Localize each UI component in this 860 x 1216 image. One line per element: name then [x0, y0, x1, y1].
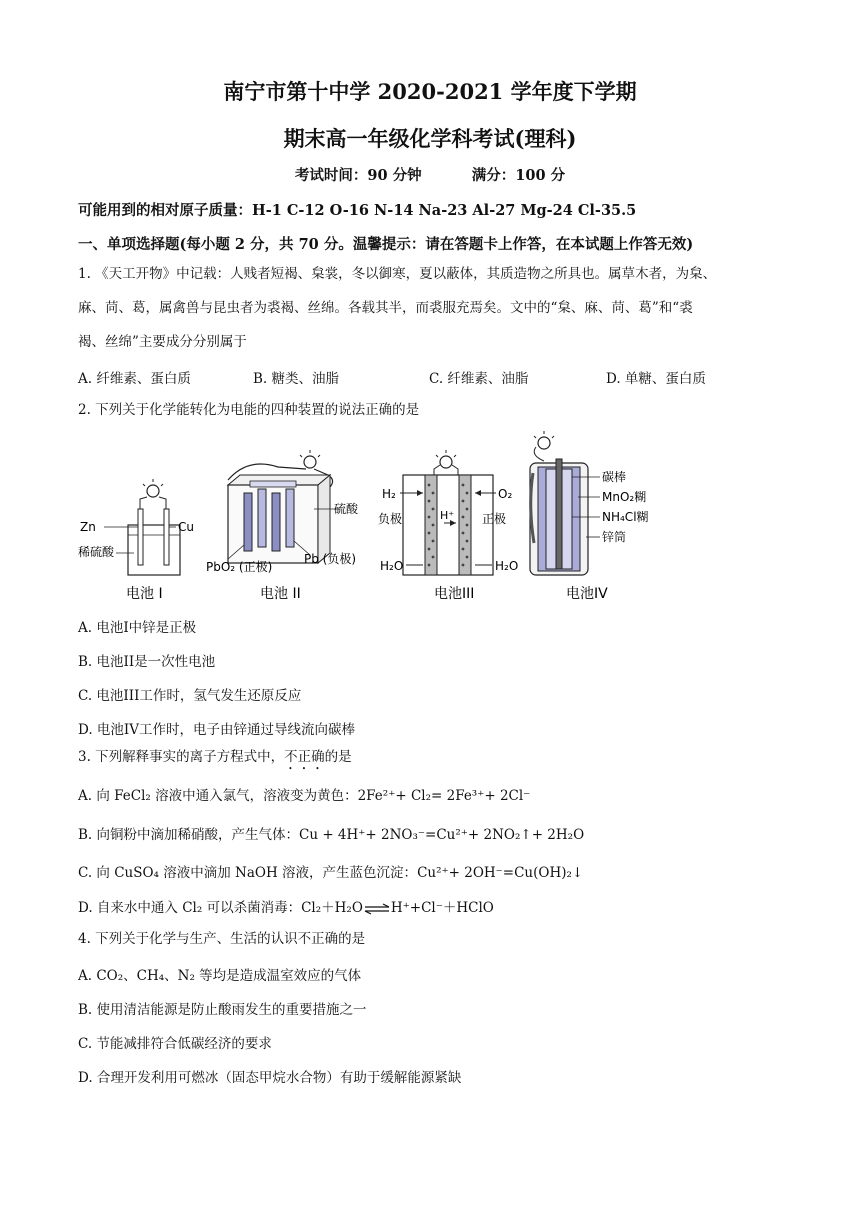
- label-carbon-rod: 碳棒: [602, 470, 627, 484]
- q3-d-text: D. 自来水中通入 Cl₂ 可以杀菌消毒：: [78, 900, 302, 916]
- q2-option-a: A. 电池I中锌是正极: [78, 620, 197, 636]
- label-positive: 正极: [482, 512, 507, 526]
- q2-stem: 2. 下列关于化学能转化为电能的四种装置的说法正确的是: [78, 402, 420, 418]
- q3-b-text: B. 向铜粉中滴加稀硝酸，产生气体：: [78, 827, 300, 843]
- full-score: 满分：100 分: [471, 167, 566, 184]
- atomic-masses: 可能用到的相对原子质量：H-1 C-12 O-16 N-14 Na-23 Al-27 Mg-24 Cl-35.5: [78, 202, 637, 219]
- label-o2: O₂: [498, 487, 513, 501]
- q3-a-equation: 2Fe²⁺+ Cl₂= 2Fe³⁺+ 2Cl⁻: [357, 788, 531, 804]
- q3-option-d: [78, 896, 494, 916]
- cell-4-diagram: [530, 431, 649, 602]
- label-hplus: H⁺: [440, 509, 455, 522]
- q3-d-equation-right: H⁺+Cl⁻＋HClO: [390, 900, 494, 916]
- label-pb: Pb (负极): [304, 552, 357, 566]
- q4-stem: 4. 下列关于化学与生产、生活的认识不正确的是: [78, 931, 366, 947]
- q3-d-equation-left: Cl₂＋H₂O: [301, 900, 363, 916]
- q3-c-text: C. 向 CuSO₄ 溶液中滴加 NaOH 溶液，产生蓝色沉淀：: [78, 865, 418, 881]
- q1-line2: 麻、苘、葛，属禽兽与昆虫者为裘褐、丝绵。各载其半，而裘服充焉矣。文中的“枲、麻、苘、葛”和“裘: [78, 300, 693, 316]
- section-heading: 一、单项选择题(每小题 2 分，共 70 分。温馨提示：请在答题卡上作答，在本试题上作答无效): [78, 236, 694, 253]
- q4-option-a: A. CO₂、CH₄、N₂ 等均是造成温室效应的气体: [78, 968, 362, 984]
- q3-b-equation: Cu + 4H⁺+ 2NO₃⁻=Cu²⁺+ 2NO₂↑+ 2H₂O: [299, 827, 585, 843]
- q2-option-d: D. 电池IV工作时，电子由锌通过导线流向碳棒: [78, 722, 356, 738]
- label-negative: 负极: [378, 512, 403, 526]
- label-cell-3: 电池III: [434, 586, 475, 602]
- exam-title-line1: 南宁市第十中学 2020-2021 学年度下学期: [223, 79, 637, 104]
- q1-line3: 褐、丝绵”主要成分分别属于: [78, 334, 247, 350]
- q3-option-c: [78, 861, 583, 881]
- label-mno2: MnO₂糊: [602, 490, 647, 504]
- exam-meta: [0, 164, 860, 185]
- label-zn: Zn: [80, 520, 96, 534]
- q3-stem-post: 的是: [324, 749, 352, 765]
- label-dilute-acid: 稀硫酸: [78, 545, 115, 559]
- battery-diagrams: [78, 425, 678, 605]
- label-cell-1: 电池 I: [126, 586, 163, 602]
- cell-2-diagram: [206, 450, 359, 602]
- label-cell-2: 电池 II: [260, 586, 301, 602]
- q1-option-d: D. 单糖、蛋白质: [606, 371, 706, 387]
- label-pbo2: PbO₂ (正极): [206, 560, 273, 574]
- exam-title-line2: 期末高一年级化学科考试(理科): [283, 126, 577, 151]
- q3-c-equation: Cu²⁺+ 2OH⁻=Cu(OH)₂↓: [417, 865, 584, 881]
- cell-1-diagram: [78, 479, 194, 602]
- q3-option-a: [78, 784, 530, 804]
- q2-option-c: C. 电池III工作时，氢气发生还原反应: [78, 688, 302, 704]
- label-h2o-left: H₂O: [380, 559, 404, 573]
- q1-option-b: B. 糖类、油脂: [253, 371, 340, 387]
- bulb-icon: [300, 450, 320, 468]
- q3-stem-pre: 3. 下列解释事实的离子方程式中，: [78, 749, 285, 765]
- label-cell-4: 电池IV: [566, 586, 608, 602]
- label-zinc-can: 锌筒: [602, 530, 627, 544]
- reversible-arrow-icon: [364, 903, 390, 915]
- q1-line1: 1. 《天工开物》中记载：人贱者短褐、枲裳，冬以御寒，夏以蔽体，其质造物之所具也。属草木者，为枲、: [78, 266, 717, 282]
- q3-a-text: A. 向 FeCl₂ 溶液中通入氯气，溶液变为黄色：: [78, 788, 358, 804]
- bulb-icon: [534, 431, 554, 449]
- q3-stem-emphasis: 不正确: [284, 749, 325, 765]
- label-sulfuric: 硫酸: [334, 502, 359, 516]
- label-h2: H₂: [382, 487, 396, 501]
- q3-option-b: [78, 823, 584, 843]
- q4-option-b: B. 使用清洁能源是防止酸雨发生的重要措施之一: [78, 1002, 367, 1018]
- label-cu: Cu: [178, 520, 194, 534]
- q1-option-a: A. 纤维素、蛋白质: [78, 371, 191, 387]
- bulb-icon: [143, 479, 163, 497]
- q2-option-b: B. 电池II是一次性电池: [78, 654, 216, 670]
- exam-time: 考试时间：90 分钟: [294, 167, 422, 184]
- q3-stem: [78, 748, 352, 773]
- q4-option-d: D. 合理开发利用可燃冰（固态甲烷水合物）有助于缓解能源紧缺: [78, 1070, 462, 1086]
- cell-3-diagram: [378, 450, 518, 602]
- q4-option-c: C. 节能减排符合低碳经济的要求: [78, 1036, 272, 1052]
- label-nh4cl: NH₄Cl糊: [602, 510, 649, 524]
- label-h2o-right: H₂O: [495, 559, 519, 573]
- q1-option-c: C. 纤维素、油脂: [429, 371, 529, 387]
